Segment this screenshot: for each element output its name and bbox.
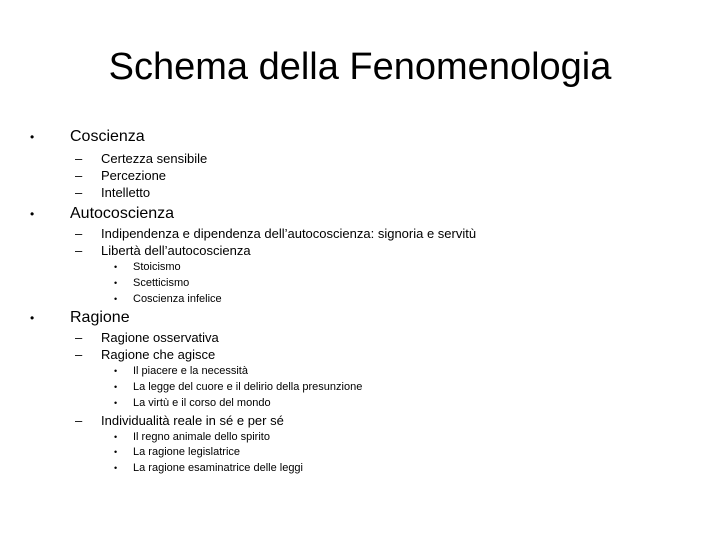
sub-sub-item-ragione-legislatrice [114, 445, 241, 460]
bullet-marker: • [30, 311, 35, 325]
bullet-item-autocoscienza [30, 204, 175, 224]
sub-item-label: Certezza sensibile [101, 151, 208, 166]
bullet-marker: • [114, 278, 118, 288]
sub-sub-item-legge-del-cuore [114, 380, 363, 395]
sub-item-label: Libertà dell’autocoscienza [101, 243, 251, 258]
sub-sub-item-stoicismo [114, 260, 181, 275]
bullet-marker: • [114, 382, 118, 392]
dash-marker: – [75, 243, 83, 258]
sub-item-certezza-sensibile [75, 150, 208, 167]
dash-marker: – [75, 185, 83, 200]
sub-sub-item-virtu-corso-del-mondo [114, 396, 271, 411]
bullet-marker: • [114, 294, 118, 304]
dash-marker: – [75, 168, 83, 183]
slide-title: Schema della Fenomenologia [108, 46, 612, 88]
sub-item-label: Percezione [101, 168, 167, 183]
dash-marker: – [75, 151, 83, 166]
bullet-marker: • [114, 398, 118, 408]
dash-marker: – [75, 330, 83, 345]
bullet-item-ragione [30, 308, 130, 328]
sub-sub-item-scetticismo [114, 276, 190, 291]
sub-sub-item-label: Stoicismo [133, 261, 181, 273]
bullet-label: Autocoscienza [70, 205, 175, 222]
bullet-marker: • [30, 207, 35, 221]
sub-item-signoria-servitu [75, 225, 477, 242]
sub-item-label: Ragione osservativa [101, 330, 219, 345]
sub-sub-item-piacere-necessita [114, 364, 248, 379]
bullet-label: Coscienza [70, 128, 145, 145]
sub-sub-item-label: La ragione esaminatrice delle leggi [133, 462, 303, 474]
sub-sub-item-label: Scetticismo [133, 277, 190, 289]
sub-sub-item-label: La legge del cuore e il delirio della presunzione [133, 381, 363, 393]
bullet-marker: • [114, 432, 118, 442]
sub-sub-item-ragione-esaminatrice [114, 461, 303, 476]
bullet-marker: • [114, 262, 118, 272]
bullet-marker: • [114, 463, 118, 473]
sub-item-label: Intelletto [101, 185, 151, 200]
bullet-marker: • [114, 366, 118, 376]
sub-sub-item-regno-animale [114, 430, 270, 445]
sub-sub-item-label: La ragione legislatrice [133, 446, 241, 458]
sub-sub-item-label: Coscienza infelice [133, 293, 222, 305]
dash-marker: – [75, 347, 83, 362]
sub-item-label: Ragione che agisce [101, 347, 216, 362]
sub-sub-item-coscienza-infelice [114, 292, 222, 307]
sub-item-ragione-osservativa [75, 329, 219, 346]
dash-marker: – [75, 226, 83, 241]
bullet-marker: • [114, 447, 118, 457]
bullet-marker: • [30, 130, 35, 144]
sub-item-label: Indipendenza e dipendenza dell’autocoscienza: signoria e servitù [101, 226, 477, 241]
sub-item-ragione-che-agisce [75, 346, 216, 363]
sub-sub-item-label: La virtù e il corso del mondo [133, 397, 271, 409]
sub-item-label: Individualità reale in sé e per sé [101, 413, 284, 428]
sub-sub-item-label: Il piacere e la necessità [133, 365, 248, 377]
bullet-item-coscienza [30, 127, 145, 147]
sub-item-liberta [75, 242, 251, 259]
sub-item-individualita-reale [75, 412, 284, 429]
bullet-label: Ragione [70, 309, 130, 326]
sub-sub-item-label: Il regno animale dello spirito [133, 431, 270, 443]
dash-marker: – [75, 413, 83, 428]
sub-item-percezione [75, 167, 167, 184]
sub-item-intelletto [75, 184, 151, 201]
